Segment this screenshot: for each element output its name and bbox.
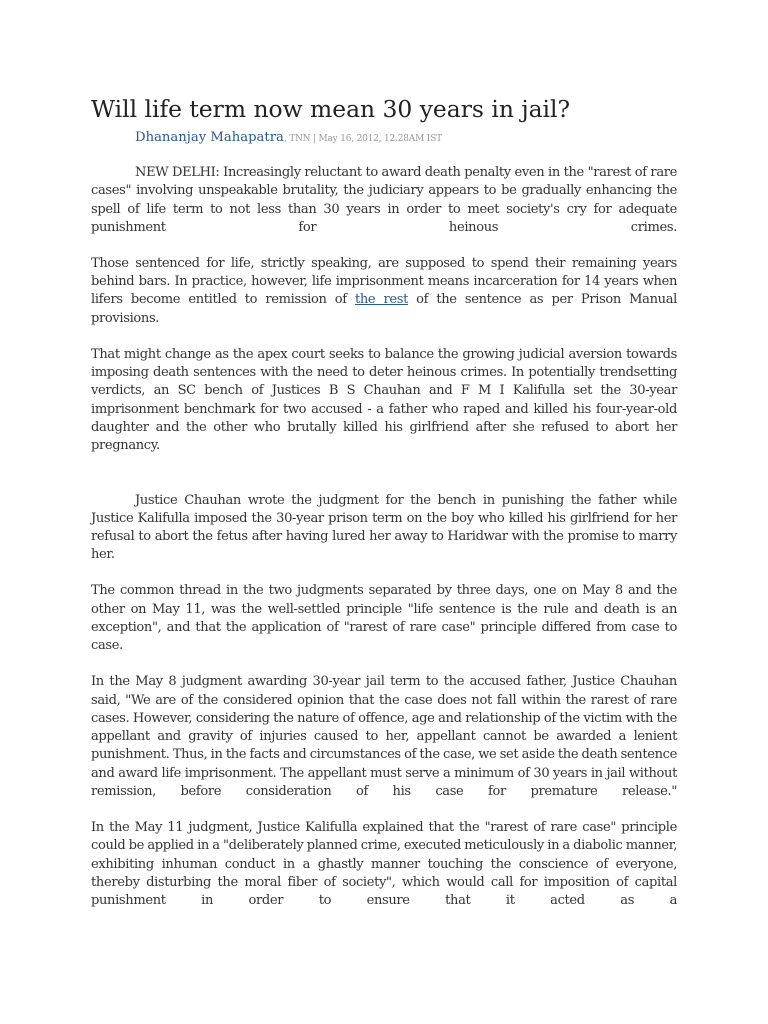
paragraph-2-text-start: Those sentenced for life, strictly speaking, are supposed to spend their remaining years behind bars. In practice, however, life imprisonment means incarceration for 14 years when lifers become entitled to remission of [91,255,677,308]
paragraph-3 [91,346,677,474]
paragraph-2-text-end: of the sentence as per Prison Manual provisions. [91,292,677,326]
paragraph-1 [91,164,677,237]
article-body [91,164,677,911]
paragraph-5 [91,582,677,655]
paragraph-3-text: That might change as the apex court seeks to balance the growing judicial aversion towards imposing death sentences with the need to deter heinous crimes. In potentially trendsetting verdicts, an SC bench of Justices B S Chauhan and F M I Kalifulla set the 30-year imprisonment benchmark for two accused - a father who raped and killed his four-year-old daughter and the other who brutally killed his girlfriend after she refused to abort her pregnancy. [91,346,677,454]
paragraph-7-text: In the May 11 judgment, Justice Kalifulla explained that the "rarest of rare case" principle could be applied in a "deliberately planned crime, executed meticulously in a diabolic manner, exhibiting inhuman conduct in a ghastly manner touching the conscience of everyone, thereby disturbing the moral fiber of society", which would call for imposition of capital punishment in order to ensure that it acted as a [91,820,677,909]
paragraph-6 [91,673,677,801]
paragraph-4-text: Justice Chauhan wrote the judgment for the bench in punishing the father while Justice Kalifulla imposed the 30-year prison term on the boy who killed his girlfriend for her refusal to abort the fetus after having lured her away to Haridwar with the promise to marry her. [91,492,677,563]
paragraph-2 [91,255,677,328]
paragraph-4 [91,492,677,565]
paragraph-5-text: The common thread in the two judgments separated by three days, one on May 8 and the other on May 11, was the well-settled principle "life sentence is the rule and death is an exception", and that the application of "rarest of rare case" principle differed from case to case. [91,583,677,654]
the-rest-link[interactable]: the rest [354,292,408,308]
article-title: Will life term now mean 30 years in jail? [91,95,571,123]
paragraph-6-text: In the May 8 judgment awarding 30-year jail term to the accused father, Justice Chauhan said, "We are of the considered opinion that the case does not fall within the rarest of rare cases. However, considering the nature of offence, age and relationship of the victim with the appellant and gravity of injuries caused to her, appellant cannot be awarded a lenient punishment. Thus, in the facts and circumstances of the case, we set aside the death sentence and award life imprisonment. The appellant must serve a minimum of 30 years in jail without remission, before consideration of his case for premature release." [91,674,677,800]
article-meta: , TNN | May 16, 2012, 12.28AM IST [283,134,442,144]
paragraph-7 [91,819,677,910]
article-page [91,92,677,928]
author-link[interactable]: Dhananjay Mahapatra [135,130,284,145]
paragraph-2-text [91,255,677,328]
byline [135,126,677,149]
paragraph-1-text: NEW DELHI: Increasingly reluctant to award death penalty even in the "rarest of rare cases" involving unspeakable brutality, the judiciary appears to be gradually enhancing the spell of life term to not less than 30 years in order to meet society's cry for adequate punishment for heinous crimes. [91,165,677,235]
paragraph-3-spacer [91,456,677,474]
